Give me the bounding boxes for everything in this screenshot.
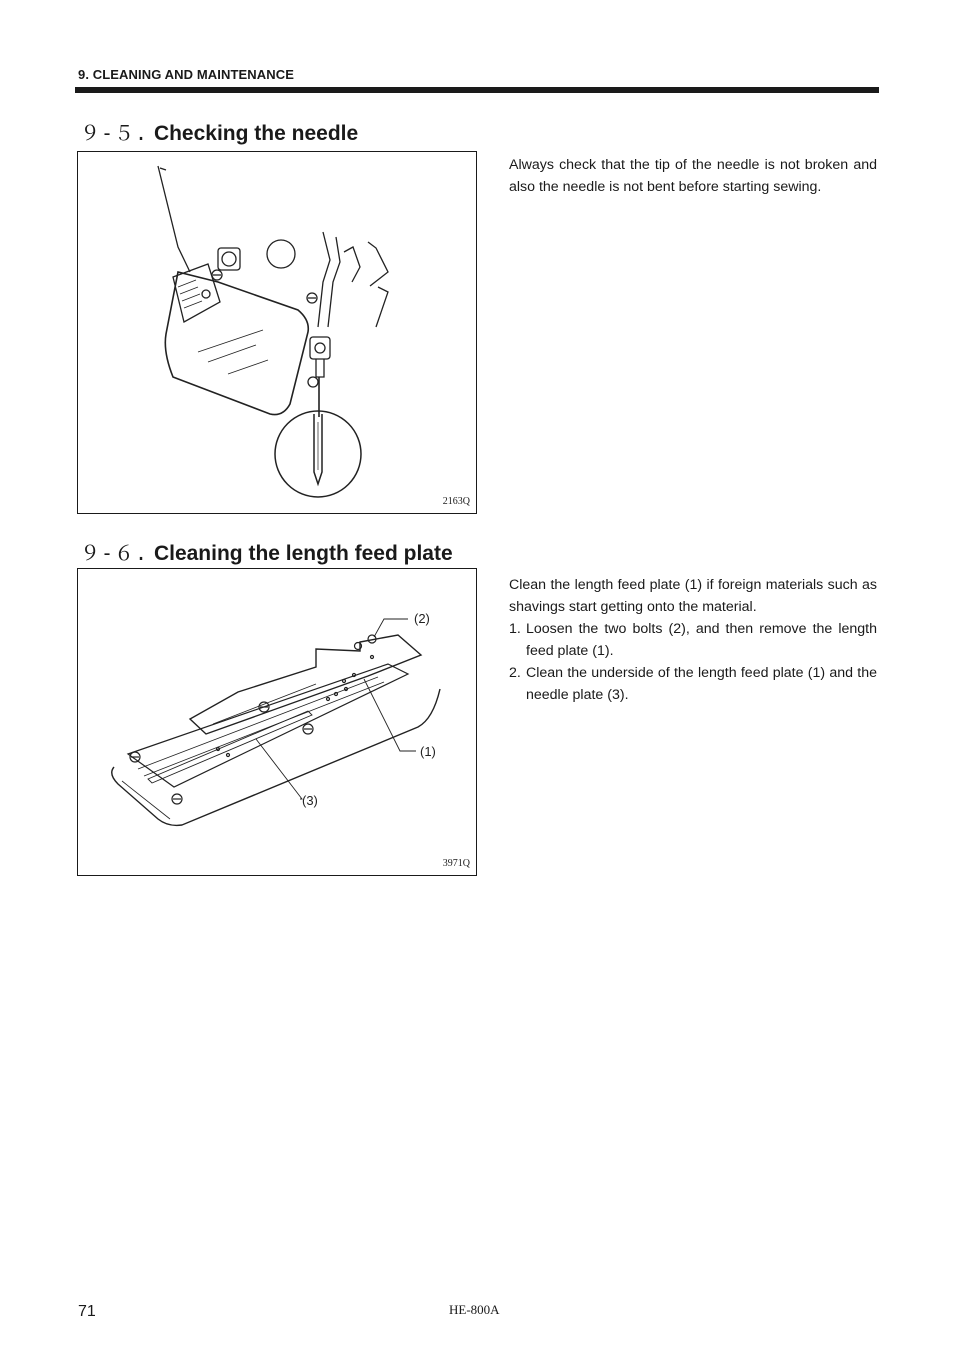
figure-code: 3971Q xyxy=(442,858,470,869)
feed-plate-instructions xyxy=(509,574,877,706)
step-number: 2. xyxy=(509,665,521,681)
callout-1: (1) xyxy=(420,744,436,759)
section-title-checking-needle xyxy=(80,117,358,146)
feed-plate-intro: Clean the length feed plate (1) if foreign materials such as shavings start getting onto the material. xyxy=(509,577,877,615)
step-text: Clean the underside of the length feed plate (1) and the needle plate (3). xyxy=(526,665,877,703)
step-item xyxy=(509,618,877,662)
needle-instruction-text: Always check that the tip of the needle is not broken and also the needle is not bent before starting sewing. xyxy=(509,157,877,195)
step-text: Loosen the two bolts (2), and then remove the length feed plate (1). xyxy=(526,621,877,659)
figure-code: 2163Q xyxy=(442,496,470,507)
section-title-text: Cleaning the length feed plate xyxy=(153,542,453,565)
page-number: 71 xyxy=(78,1303,96,1320)
needle-figure xyxy=(77,151,477,514)
header-rule xyxy=(75,87,879,93)
feed-plate-figure xyxy=(77,568,477,876)
needle-instruction xyxy=(509,154,877,198)
chapter-heading: 9. CLEANING AND MAINTENANCE xyxy=(78,67,295,82)
section-title-cleaning-feed-plate xyxy=(80,537,453,566)
section-number: ９-５. xyxy=(80,121,149,145)
section-title-text: Checking the needle xyxy=(153,122,359,145)
step-number: 1. xyxy=(509,621,521,637)
model-name: HE-800A xyxy=(449,1302,500,1317)
feed-plate-illustration xyxy=(78,569,476,875)
needle-illustration xyxy=(78,152,476,513)
callout-3: (3) xyxy=(302,793,318,808)
callout-2: (2) xyxy=(414,611,430,626)
section-number: ９-６. xyxy=(80,541,149,565)
cleaning-steps xyxy=(509,618,877,706)
step-item xyxy=(509,662,877,706)
